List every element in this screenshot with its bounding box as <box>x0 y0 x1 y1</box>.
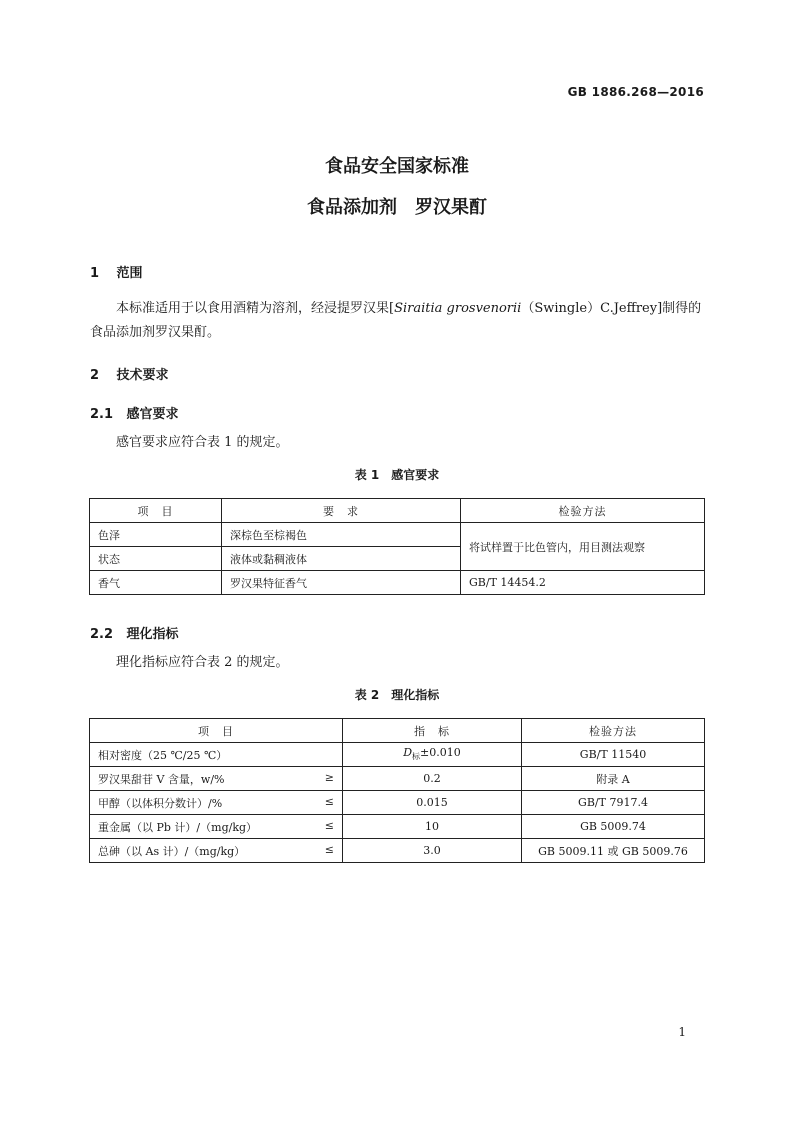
cell-requirement: 深棕色至棕褐色 <box>222 523 461 547</box>
column-header: 项 目 <box>90 499 222 523</box>
value-tolerance: ±0.010 <box>420 746 461 760</box>
section-number: 2 <box>90 368 100 383</box>
table-header-row <box>90 719 705 743</box>
table-2-caption: 表 2 理化指标 <box>354 688 440 702</box>
comparison-operator: ≤ <box>324 794 334 808</box>
paragraph-text: 本标准适用于以食用酒精为溶剂，经浸提罗汉果[ <box>116 301 395 316</box>
cell-requirement: 罗汉果特征香气 <box>222 571 461 595</box>
table-row <box>90 743 705 767</box>
section-title: 技术要求 <box>116 368 169 383</box>
table-1 <box>89 498 705 595</box>
section-1-heading <box>90 262 143 281</box>
item-label: 罗汉果甜苷 V 含量，w/% <box>98 772 225 786</box>
cell-item: 状态 <box>90 547 222 571</box>
column-header: 检验方法 <box>461 499 705 523</box>
section-1-paragraph-cont: 食品添加剂罗汉果酊。 <box>90 325 221 340</box>
section-number: 1 <box>90 266 100 281</box>
cell-item <box>90 815 343 839</box>
table-row <box>90 791 705 815</box>
section-2-heading <box>90 364 169 383</box>
cell-method: GB/T 7917.4 <box>522 791 705 815</box>
cell-item: 香气 <box>90 571 222 595</box>
comparison-operator: ≤ <box>324 818 334 832</box>
paragraph-text: （Swingle）C.Jeffrey]制得的 <box>521 301 702 316</box>
comparison-operator: ≥ <box>324 770 334 784</box>
standard-code: GB 1886.268—2016 <box>567 85 704 99</box>
cell-item <box>90 767 343 791</box>
table-row <box>90 839 705 863</box>
section-number: 2.1 <box>90 407 114 422</box>
column-header: 要 求 <box>222 499 461 523</box>
table-row <box>90 523 705 547</box>
cell-value <box>343 743 522 767</box>
cell-value: 3.0 <box>343 839 522 863</box>
cell-method: 将试样置于比色管内，用目测法观察 <box>461 523 705 571</box>
cell-item: 相对密度（25 ℃/25 ℃） <box>90 743 343 767</box>
cell-requirement: 液体或黏稠液体 <box>222 547 461 571</box>
column-header: 项 目 <box>90 719 343 743</box>
item-label: 重金属（以 Pb 计）/（mg/kg） <box>98 820 258 834</box>
table-2 <box>89 718 705 863</box>
cell-method: 附录 A <box>522 767 705 791</box>
table-header-row <box>90 499 705 523</box>
item-label: 总砷（以 As 计）/（mg/kg） <box>98 844 246 858</box>
section-2-2-heading <box>90 623 179 642</box>
title-sub: 食品添加剂 罗汉果酊 <box>307 197 487 218</box>
section-number: 2.2 <box>90 627 114 642</box>
cell-item <box>90 791 343 815</box>
cell-value: 0.2 <box>343 767 522 791</box>
section-1-paragraph <box>90 297 705 321</box>
cell-method: GB/T 14454.2 <box>461 571 705 595</box>
table-row <box>90 815 705 839</box>
cell-value: 10 <box>343 815 522 839</box>
comparison-operator: ≤ <box>324 842 334 856</box>
column-header: 检验方法 <box>522 719 705 743</box>
title-main: 食品安全国家标准 <box>325 156 469 177</box>
table-1-caption: 表 1 感官要求 <box>354 468 440 482</box>
cell-method: GB 5009.74 <box>522 815 705 839</box>
cell-value: 0.015 <box>343 791 522 815</box>
cell-method: GB 5009.11 或 GB 5009.76 <box>522 839 705 863</box>
latin-name: Siraitia grosvenorii <box>394 301 522 316</box>
cell-item: 色泽 <box>90 523 222 547</box>
section-title: 感官要求 <box>126 407 179 422</box>
page-number: 1 <box>678 1025 686 1039</box>
value-subscript: 标 <box>412 752 421 762</box>
section-2-1-paragraph: 感官要求应符合表 1 的规定。 <box>116 435 289 450</box>
section-2-2-paragraph: 理化指标应符合表 2 的规定。 <box>116 655 289 670</box>
cell-item <box>90 839 343 863</box>
column-header: 指 标 <box>343 719 522 743</box>
section-title: 理化指标 <box>126 627 179 642</box>
value-symbol: D <box>403 746 413 760</box>
section-2-1-heading <box>90 403 179 422</box>
table-row <box>90 571 705 595</box>
section-title: 范围 <box>116 266 143 281</box>
table-row <box>90 767 705 791</box>
item-label: 甲醇（以体积分数计）/% <box>98 796 223 810</box>
cell-method: GB/T 11540 <box>522 743 705 767</box>
